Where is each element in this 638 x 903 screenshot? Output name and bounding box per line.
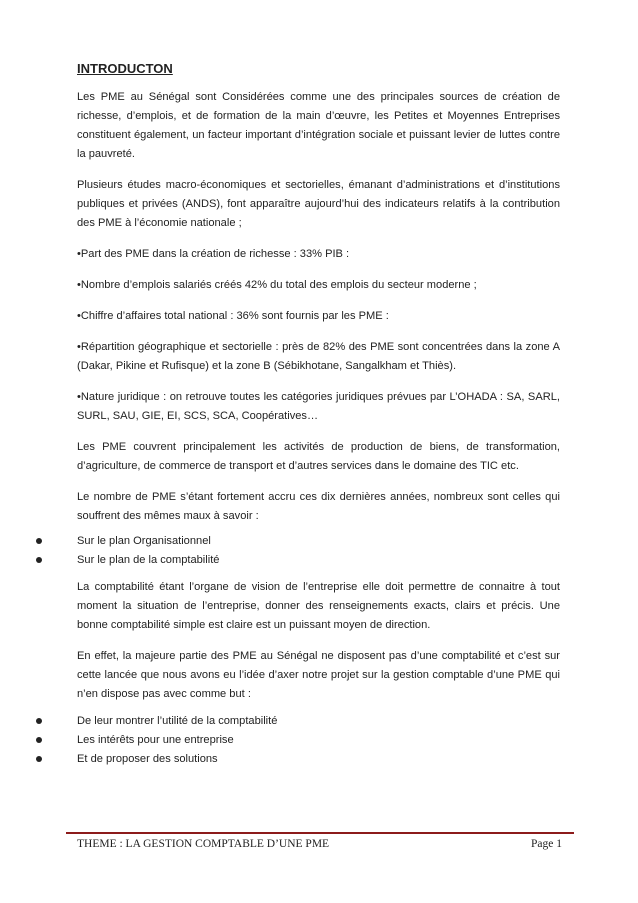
indicator-paragraph: •Chiffre d’affaires total national : 36% sont fournis par les PME : xyxy=(77,310,389,322)
indicator-paragraph: •Répartition géographique et sectorielle : près de 82% des PME sont concentrées dans la zone A (Dakar, Pikine et Rufisque) et la zone B (Sébikhotane, Sangalkham et Thiès). xyxy=(77,341,560,372)
paragraph: La comptabilité étant l’organe de vision de l’entreprise elle doit permettre de connaitre à tout moment la situation de l’entreprise, donner des renseignements exacts, clairs et précis. Une bonne comptabilité simple est claire est un puissant moyen de direction. xyxy=(77,581,560,631)
bullet-list xyxy=(0,712,560,769)
footer-rule xyxy=(66,832,574,834)
bullet-icon xyxy=(36,756,42,762)
indicator-paragraph: •Nombre d’emplois salariés créés 42% du total des emplois du secteur moderne ; xyxy=(77,279,477,291)
paragraph: Le nombre de PME s’étant fortement accru ces dix dernières années, nombreux sont celles qui souffrent des mêmes maux à savoir : xyxy=(77,491,560,522)
footer-theme: THEME : LA GESTION COMPTABLE D’UNE PME xyxy=(77,838,330,850)
bullet-icon xyxy=(36,737,42,743)
paragraph: Les PME couvrent principalement les activités de production de biens, de transformation, d’agriculture, de commerce de transport et d’autres services dans le domaine des TIC etc. xyxy=(77,441,560,472)
page-heading: INTRODUCTON xyxy=(77,61,173,76)
list-item: Les intérêts pour une entreprise xyxy=(0,731,560,750)
indicator-paragraph: •Part des PME dans la création de richesse : 33% PIB : xyxy=(77,248,350,260)
page-body xyxy=(77,60,560,779)
paragraph: En effet, la majeure partie des PME au Sénégal ne disposent pas d’une comptabilité et c’est sur cette lancée que nous avons eu l’idée d’axer notre projet sur la gestion comptable d’une PME qui n’en dispose pas avec comme but : xyxy=(77,650,560,700)
list-item: Sur le plan Organisationnel xyxy=(0,532,560,551)
bullet-icon xyxy=(36,557,42,563)
bullet-list xyxy=(0,532,560,570)
bullet-icon xyxy=(36,718,42,724)
paragraph: Plusieurs études macro-économiques et sectorielles, émanant d’administrations et d’institutions publiques et privées (ANDS), font apparaître aujourd’hui des indicateurs relatifs à la contribution des PME à l’économie nationale ; xyxy=(77,179,560,229)
list-item: Et de proposer des solutions xyxy=(0,750,560,769)
indicator-paragraph: •Nature juridique : on retrouve toutes les catégories juridiques prévues par L’OHADA : SA, SARL, SURL, SAU, GIE, EI, SCS, SCA, Coopératives… xyxy=(77,391,560,422)
bullet-icon xyxy=(36,538,42,544)
list-item: De leur montrer l’utilité de la comptabilité xyxy=(0,712,560,731)
paragraph: Les PME au Sénégal sont Considérées comme une des principales sources de création de richesse, d’emplois, et de formation de la main d’œuvre, les Petites et Moyennes Entreprises constituent également, un facteur important d’intégration sociale et puissant levier de luttes contre la pauvreté. xyxy=(77,91,560,160)
page-number: Page 1 xyxy=(531,838,562,850)
list-item: Sur le plan de la comptabilité xyxy=(0,551,560,570)
